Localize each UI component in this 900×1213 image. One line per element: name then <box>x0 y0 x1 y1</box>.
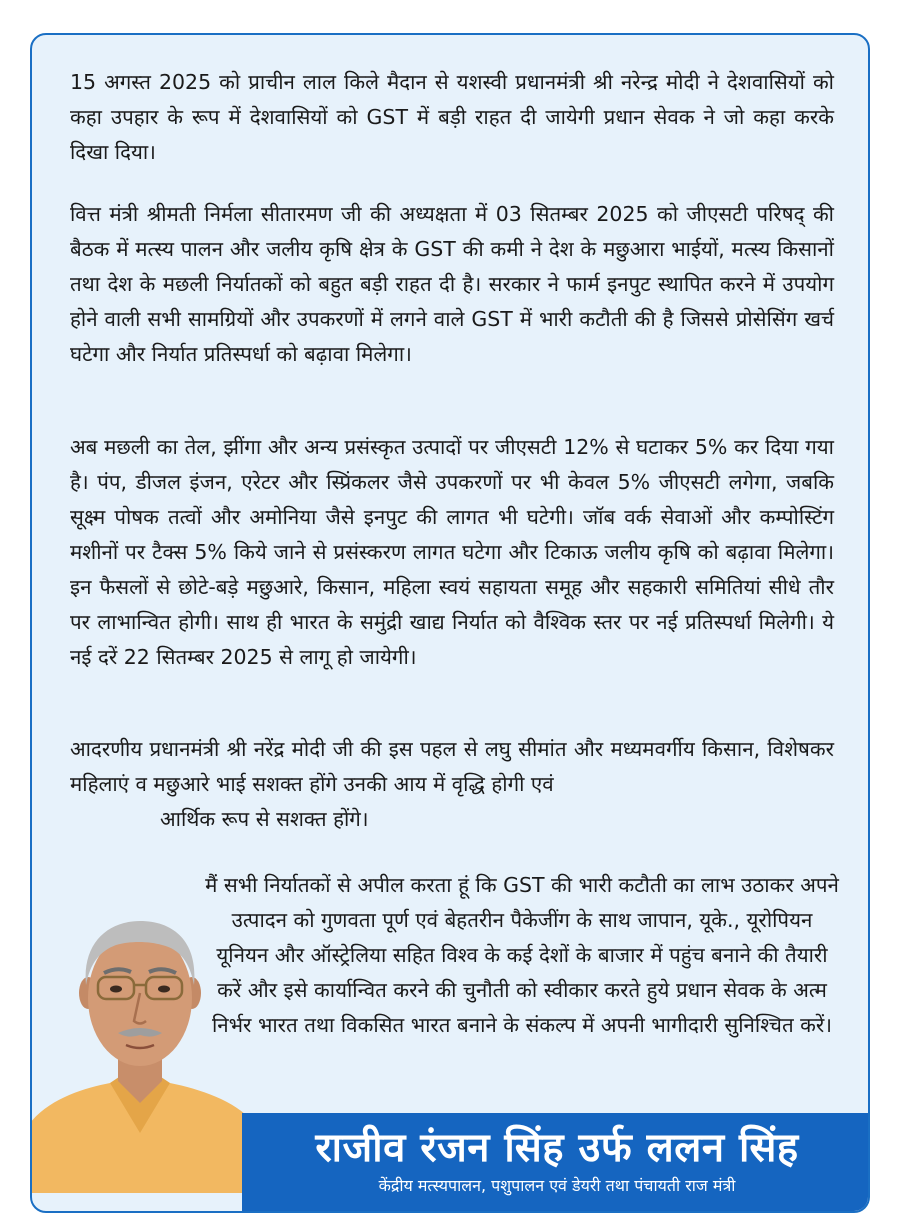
message-card <box>30 33 870 1213</box>
paragraph-gst-council: वित्त मंत्री श्रीमती निर्मला सीतारमण जी की अध्यक्षता में 03 सितम्बर 2025 को जीएसटी परिषद् की बैठक में मत्स्य पालन और जलीय कृषि क्षेत्र के GST की कमी ने देश के मछुआरा भाईयों, मत्स्य किसानों तथा देश के मछली निर्यातकों को बहुत बड़ी राहत दी है। सरकार ने फार्म इनपुट स्थापित करने में उपयोग होने वाली सभी सामग्रियों और उपकरणों में लगने वाले GST में भारी कटौती की है जिससे प्रोसेसिंग खर्च घटेगा और निर्यात प्रतिस्पर्धा को बढ़ावा मिलेगा। <box>70 202 834 366</box>
signature-band <box>242 1113 870 1213</box>
paragraph-gst-rates: अब मछली का तेल, झींगा और अन्य प्रसंस्कृत उत्पादों पर जीएसटी 12% से घटाकर 5% कर दिया गया है। पंप, डीजल इंजन, एरेटर और स्प्रिंकलर जैसे उपकरणों पर भी केवल 5% जीएसटी लगेगा, जबकि सूक्ष्म पोषक तत्वों और अमोनिया जैसे इनपुट की लागत भी घटेगी। जॉब वर्क सेवाओं और कम्पोस्टिंग मशीनों पर टैक्स 5% किये जाने से प्रसंस्करण लागत घटेगा और टिकाऊ जलीय कृषि को बढ़ावा मिलेगा। इन फैसलों से छोटे-बड़े मछुआरे, किसान, महिला स्वयं सहायता समूह और सहकारी समितियां सीधे तौर पर लाभान्वित होगी। साथ ही भारत के समुंद्री खाद्य निर्यात को वैश्विक स्तर पर नई प्रतिस्पर्धा मिलेगी। ये नई दरें 22 सितम्बर 2025 से लागू हो जायेगी। <box>70 435 834 669</box>
minister-title: केंद्रीय मत्स्यपालन, पशुपालन एवं डेयरी तथा पंचायती राज मंत्री <box>378 1176 736 1195</box>
paragraph-exporter-appeal: मैं सभी निर्यातकों से अपील करता हूं कि GST की भारी कटौती का लाभ उठाकर अपने उत्पादन को गुणवता पूर्ण एवं बेहतरीन पैकेजींग के साथ जापान, यूके., यूरोपियन यूनियन और ऑस्ट्रेलिया सहित विश्व के कई देशों के बाजार में पहुंच बनाने की तैयारी करें और इसे कार्यान्वित करने की चुनौती को स्वीकार करते हुये प्रधान सेवक के अत्म निर्भर भारत तथा विकसित भारत बनाने के संकल्प में अपनी भागीदारी सुनिश्चित करें। <box>205 873 839 1037</box>
left-eye <box>110 986 122 993</box>
paragraph-pm-initiative-text: आदरणीय प्रधानमंत्री श्री नरेंद्र मोदी जी की इस पहल से लघु सीमांत और मध्यमवर्गीय किसान, विशेषकर महिलाएं व मछुआरे भाई सशक्त होंगे उनकी आय में वृद्धि होगी एवं <box>70 737 834 796</box>
minister-name: राजीव रंजन सिंह उर्फ ललन सिंह <box>315 1125 799 1171</box>
right-eye <box>158 986 170 993</box>
paragraph-independence-day: 15 अगस्त 2025 को प्राचीन लाल किले मैदान से यशस्वी प्रधानमंत्री श्री नरेन्द्र मोदी ने देशवासियों को कहा उपहार के रूप में देशवासियों को GST में बड़ी राहत दी जायेगी प्रधान सेवक ने जो कहा करके दिखा दिया। <box>70 70 834 164</box>
minister-portrait <box>30 893 252 1193</box>
paragraph-pm-initiative <box>70 732 834 837</box>
paragraph-pm-initiative-tail: आर्थिक रूप से सशक्त होंगे। <box>160 807 369 831</box>
